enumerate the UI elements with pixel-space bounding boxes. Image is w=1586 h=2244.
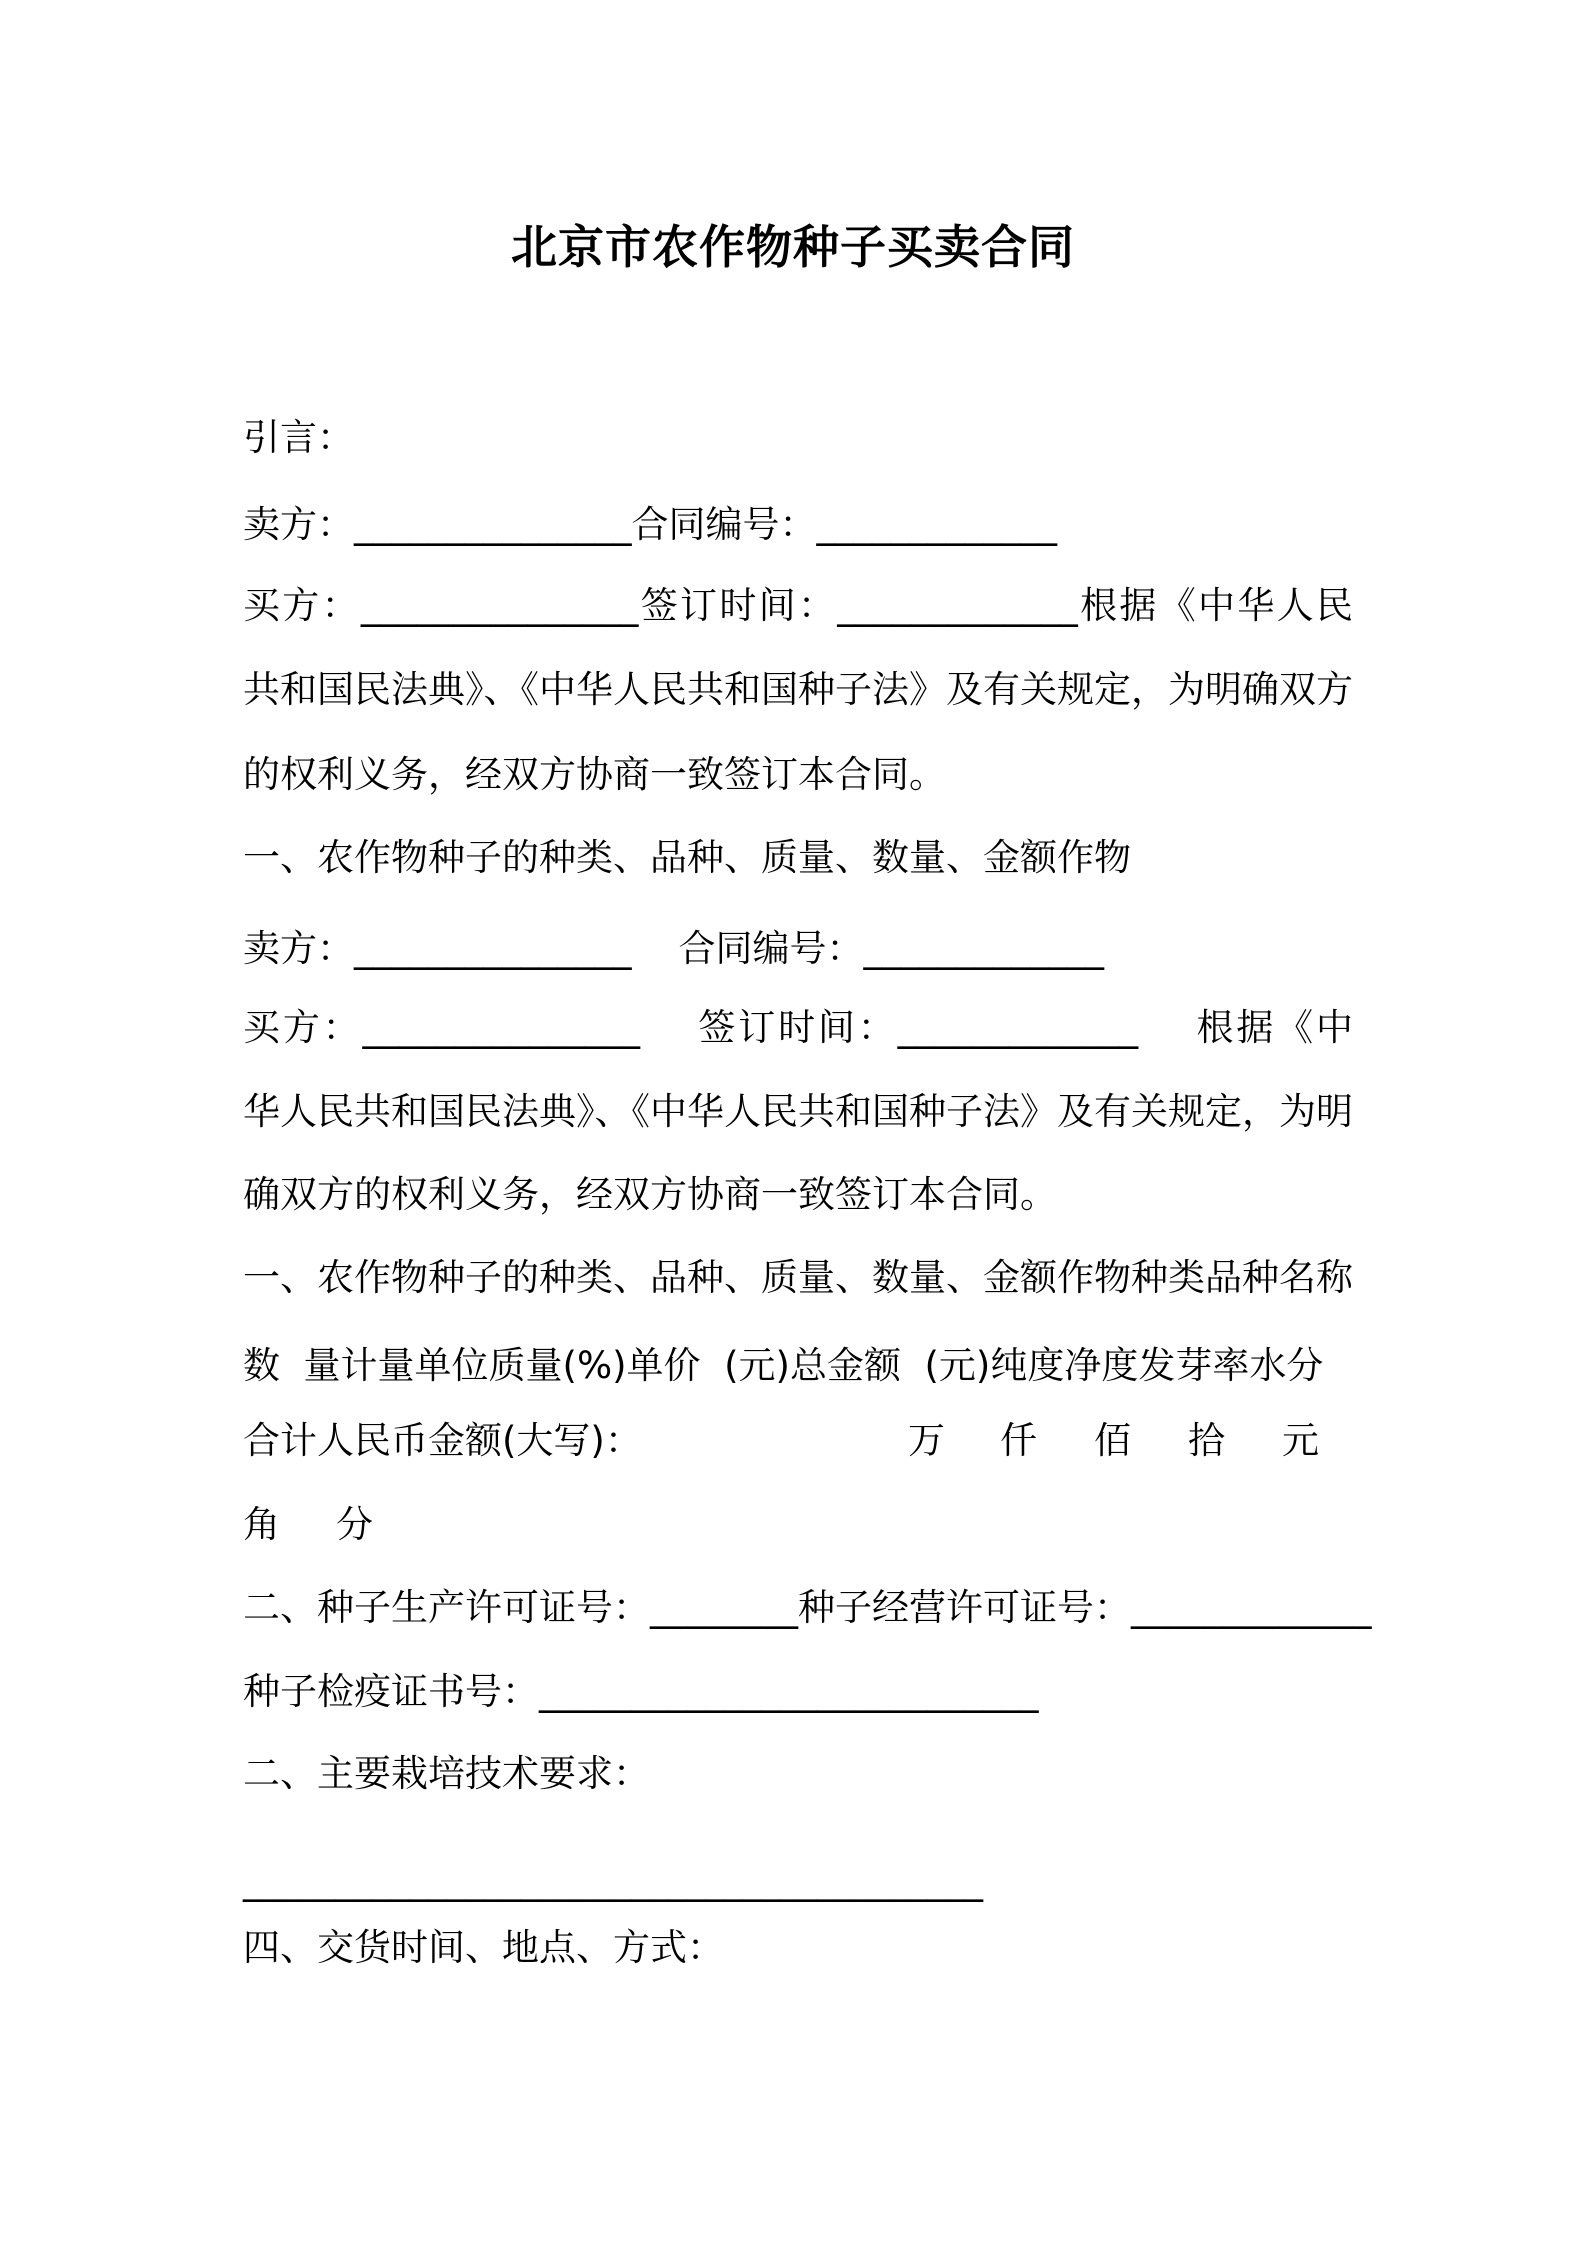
- amount-unit-wan: 万: [908, 1419, 945, 1462]
- line-seller-contract-no: 卖方：_______________合同编号：_____________: [243, 503, 1057, 546]
- line-agreement-2: 确双方的权利义务，经双方协商一致签订本合同。: [243, 1173, 1057, 1216]
- line-buyer-sign-date: 买方：_______________签订时间：_____________根据《中华人民: [243, 584, 1353, 627]
- amount-unit-yuan: 元: [1282, 1419, 1319, 1462]
- line-section-4-delivery: 四、交货时间、地点、方式：: [243, 1926, 724, 1969]
- line-jiao: 角: [243, 1503, 280, 1546]
- page-title: 北京市农作物种子买卖合同: [511, 220, 1075, 274]
- line-total-amount: 合计人民币金额(大写)：: [243, 1419, 642, 1462]
- amount-unit-bai: 佰: [1094, 1419, 1131, 1462]
- line-legal-basis: 共和国民法典》、《中华人民共和国种子法》及有关规定，为明确双方: [243, 668, 1353, 711]
- line-section-2-licenses: 二、种子生产许可证号：________种子经营许可证号：_____________: [243, 1586, 1372, 1629]
- line-legal-basis-2: 华人民共和国民法典》、《中华人民共和国种子法》及有关规定，为明: [243, 1090, 1353, 1133]
- amount-unit-shi: 拾: [1188, 1419, 1225, 1462]
- line-seller-contract-no-2: 卖方：_______________ 合同编号：_____________: [243, 927, 1105, 970]
- amount-unit-fen: 分: [336, 1503, 373, 1546]
- line-agreement: 的权利义务，经双方协商一致签订本合同。: [243, 753, 946, 796]
- line-intro: 引言：: [243, 416, 354, 459]
- line-section-cultivation: 二、主要栽培技术要求：: [243, 1752, 650, 1795]
- line-section-1-columns: 一、农作物种子的种类、品种、质量、数量、金额作物种类品种名称: [243, 1256, 1353, 1299]
- amount-unit-qian: 仟: [1000, 1419, 1037, 1462]
- line-buyer-sign-date-2: 买方：_______________ 签订时间：_____________ 根据《中: [243, 1006, 1353, 1049]
- line-section-1-heading: 一、农作物种子的种类、品种、质量、数量、金额作物: [243, 836, 1131, 879]
- line-cultivation-blank: ________________________________________: [243, 1859, 983, 1902]
- line-table-headers: 数 量计量单位质量(%)单价 (元)总金额 (元)纯度净度发芽率水分: [243, 1344, 1324, 1387]
- line-quarantine-cert: 种子检疫证书号：___________________________: [243, 1670, 1039, 1713]
